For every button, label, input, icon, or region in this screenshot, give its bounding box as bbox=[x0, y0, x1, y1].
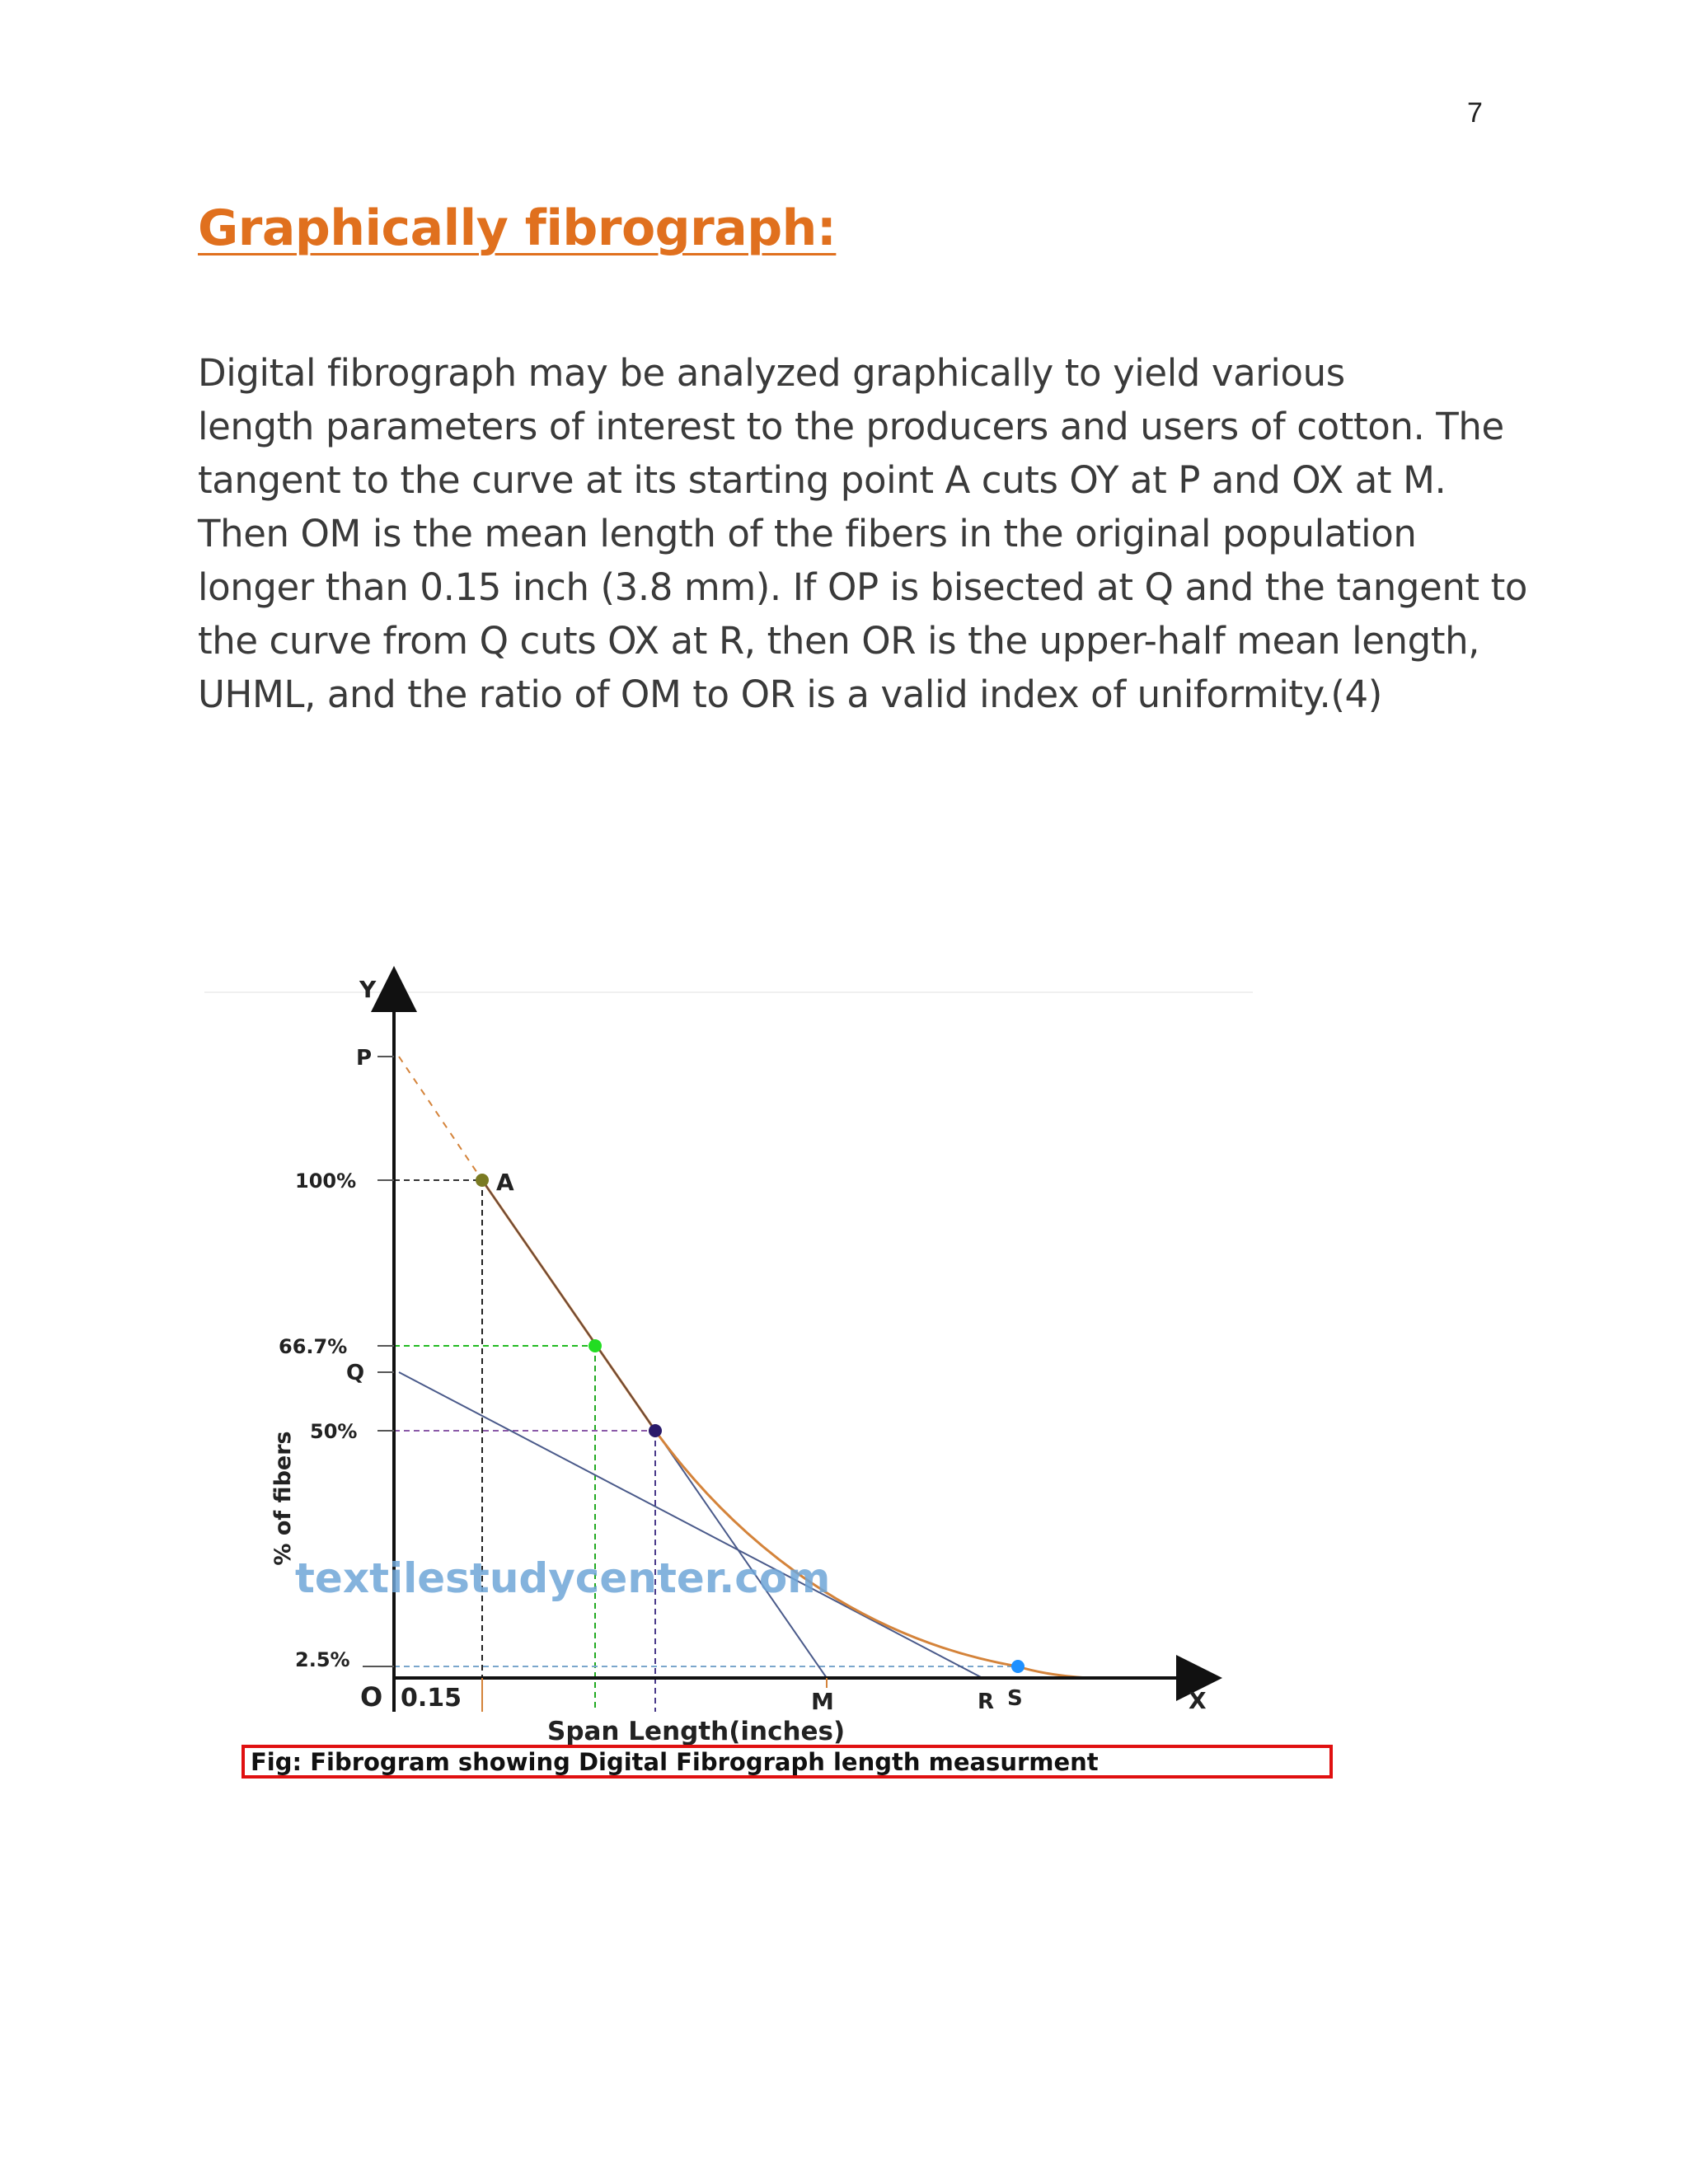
x-label-s: S bbox=[1007, 1686, 1023, 1711]
paragraph-line: length parameters of interest to the producers and users of cotton. The bbox=[198, 405, 1504, 448]
paragraph-line: Digital fibrograph may be analyzed graphically to yield various bbox=[198, 351, 1345, 395]
y-label-p: P bbox=[356, 1046, 373, 1071]
tangent-p-a-dashed bbox=[399, 1057, 482, 1180]
point-a-label: A bbox=[496, 1169, 514, 1196]
figure-caption: Fig: Fibrogram showing Digital Fibrograph length measurment bbox=[251, 1748, 1099, 1776]
paragraph-line: longer than 0.15 inch (3.8 mm). If OP is bisected at Q and the tangent to bbox=[198, 565, 1527, 609]
point-s-marker bbox=[1011, 1660, 1025, 1673]
fibrogram-curve bbox=[482, 1180, 1088, 1678]
x-label-r: R bbox=[978, 1690, 995, 1714]
paragraph-line: tangent to the curve at its starting point A cuts OY at P and OX at M. bbox=[198, 458, 1447, 502]
watermark-text: textilestudycenter.com bbox=[295, 1554, 831, 1602]
guide-lines bbox=[394, 1057, 1018, 1712]
y-label-100: 100% bbox=[295, 1169, 357, 1193]
y-label-q: Q bbox=[346, 1361, 365, 1385]
tangent-line-q-r bbox=[399, 1372, 982, 1678]
page-number: 7 bbox=[1467, 97, 1483, 129]
point-667-marker bbox=[588, 1339, 602, 1352]
x-label-015: 0.15 bbox=[401, 1684, 462, 1713]
point-50-marker bbox=[649, 1424, 662, 1437]
y-label-667: 66.7% bbox=[279, 1335, 348, 1358]
y-label-50: 50% bbox=[310, 1420, 358, 1443]
paragraph-line: the curve from Q cuts OX at R, then OR is the upper-half mean length, bbox=[198, 619, 1480, 663]
paragraph-line: UHML, and the ratio of OM to OR is a valid index of uniformity.(4) bbox=[198, 673, 1382, 716]
y-axis-title: % of fibers bbox=[270, 1431, 296, 1566]
origin-label: O bbox=[360, 1681, 383, 1713]
x-axis-letter: X bbox=[1189, 1687, 1207, 1714]
y-label-25: 2.5% bbox=[295, 1648, 350, 1671]
curve-overlay-segment bbox=[482, 1180, 655, 1431]
paragraph-line: Then OM is the mean length of the fibers in the original population bbox=[198, 512, 1417, 555]
y-axis-letter: Y bbox=[359, 976, 377, 1003]
x-label-m: M bbox=[811, 1688, 834, 1715]
section-heading: Graphically fibrograph: bbox=[198, 199, 837, 257]
x-axis-title: Span Length(inches) bbox=[547, 1717, 846, 1746]
point-a-marker bbox=[476, 1174, 489, 1187]
